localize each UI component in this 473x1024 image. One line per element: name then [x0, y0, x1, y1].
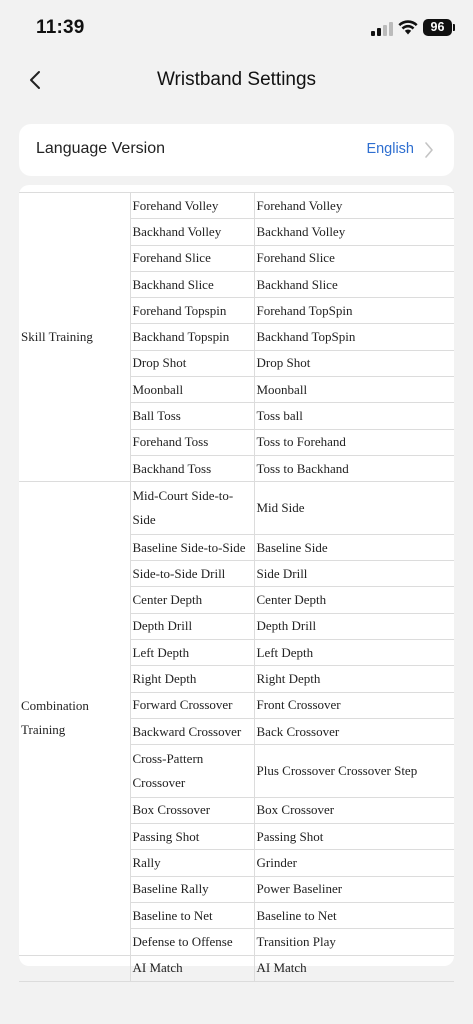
- table-action-cell: Left Depth: [130, 640, 254, 666]
- table-translation-cell: Toss ball: [254, 403, 454, 429]
- table-action-cell: Passing Shot: [130, 824, 254, 850]
- table-action-cell: Right Depth: [130, 666, 254, 692]
- table-action-cell: Baseline Side-to-Side: [130, 534, 254, 560]
- table-action-cell: Backward Crossover: [130, 718, 254, 744]
- table-translation-cell: Forehand Slice: [254, 245, 454, 271]
- table-action-cell: Moonball: [130, 377, 254, 403]
- table-translation-cell: Right Depth: [254, 666, 454, 692]
- table-translation-cell: Toss to Backhand: [254, 455, 454, 481]
- action-translation-table: [19, 185, 454, 976]
- language-version-label: Language Version: [36, 140, 165, 157]
- table-action-cell: Baseline Rally: [130, 876, 254, 902]
- table-action-cell: Forehand Slice: [130, 245, 254, 271]
- table-action-cell: Forward Crossover: [130, 692, 254, 718]
- nav-bar: [0, 56, 473, 108]
- table-translation-cell: Depth Drill: [254, 613, 454, 639]
- table-action-cell: Drop Shot: [130, 350, 254, 376]
- table-action-cell: Mid-Court Side-to-Side: [130, 482, 254, 535]
- chevron-right-icon: [424, 141, 434, 159]
- table-translation-cell: Power Baseliner: [254, 876, 454, 902]
- table-row: [19, 955, 454, 981]
- table-translation-cell: Box Crossover: [254, 797, 454, 823]
- table-action-cell: Forehand Topspin: [130, 298, 254, 324]
- table-action-cell: Backhand Volley: [130, 219, 254, 245]
- wifi-icon: [398, 19, 418, 35]
- table-action-cell: AI Match: [130, 955, 254, 981]
- table-translation-cell: Forehand Volley: [254, 193, 454, 219]
- language-version-value: English: [366, 141, 414, 157]
- battery-icon: 96: [423, 19, 452, 36]
- table-action-cell: Ball Toss: [130, 403, 254, 429]
- table-category-cell: [19, 955, 130, 981]
- table-translation-cell: Plus Crossover Crossover Step: [254, 745, 454, 798]
- table-translation-cell: Grinder: [254, 850, 454, 876]
- table-translation-cell: AI Match: [254, 955, 454, 981]
- table-translation-cell: Passing Shot: [254, 824, 454, 850]
- table-action-cell: Rally: [130, 850, 254, 876]
- table-translation-cell: Forehand TopSpin: [254, 298, 454, 324]
- table-action-cell: Depth Drill: [130, 613, 254, 639]
- table-action-cell: Forehand Toss: [130, 429, 254, 455]
- table-translation-cell: Toss to Forehand: [254, 429, 454, 455]
- table-action-cell: Backhand Slice: [130, 271, 254, 297]
- table-action-cell: Box Crossover: [130, 797, 254, 823]
- table-action-cell: Side-to-Side Drill: [130, 561, 254, 587]
- table-translation-cell: Backhand Volley: [254, 219, 454, 245]
- table-translation-cell: Backhand TopSpin: [254, 324, 454, 350]
- table-action-cell: Backhand Toss: [130, 455, 254, 481]
- table-translation-cell: Front Crossover: [254, 692, 454, 718]
- table-action-cell: Baseline to Net: [130, 903, 254, 929]
- cellular-signal-icon: [371, 22, 393, 36]
- table-translation-cell: Baseline to Net: [254, 903, 454, 929]
- table-translation-cell: Moonball: [254, 377, 454, 403]
- table-action-cell: Center Depth: [130, 587, 254, 613]
- table-translation-cell: Back Crossover: [254, 718, 454, 744]
- status-time: 11:39: [36, 17, 85, 38]
- table-category-cell: Skill Training: [19, 193, 130, 482]
- table-row: [19, 482, 454, 535]
- table-translation-cell: Left Depth: [254, 640, 454, 666]
- table-translation-cell: Backhand Slice: [254, 271, 454, 297]
- table-translation-cell: Mid Side: [254, 482, 454, 535]
- table-translation-cell: Baseline Side: [254, 534, 454, 560]
- table-action-cell: Backhand Topspin: [130, 324, 254, 350]
- table-category-cell: Combination Training: [19, 482, 130, 955]
- table-row: [19, 193, 454, 219]
- table-action-cell: Forehand Volley: [130, 193, 254, 219]
- language-version-row[interactable]: [19, 124, 454, 176]
- status-bar: [0, 0, 473, 56]
- table-action-cell: Cross-Pattern Crossover: [130, 745, 254, 798]
- translation-table: [19, 192, 454, 982]
- table-translation-cell: Center Depth: [254, 587, 454, 613]
- table-translation-cell: Transition Play: [254, 929, 454, 955]
- table-translation-cell: Side Drill: [254, 561, 454, 587]
- page-title: Wristband Settings: [156, 69, 317, 90]
- table-translation-cell: Drop Shot: [254, 350, 454, 376]
- table-action-cell: Defense to Offense: [130, 929, 254, 955]
